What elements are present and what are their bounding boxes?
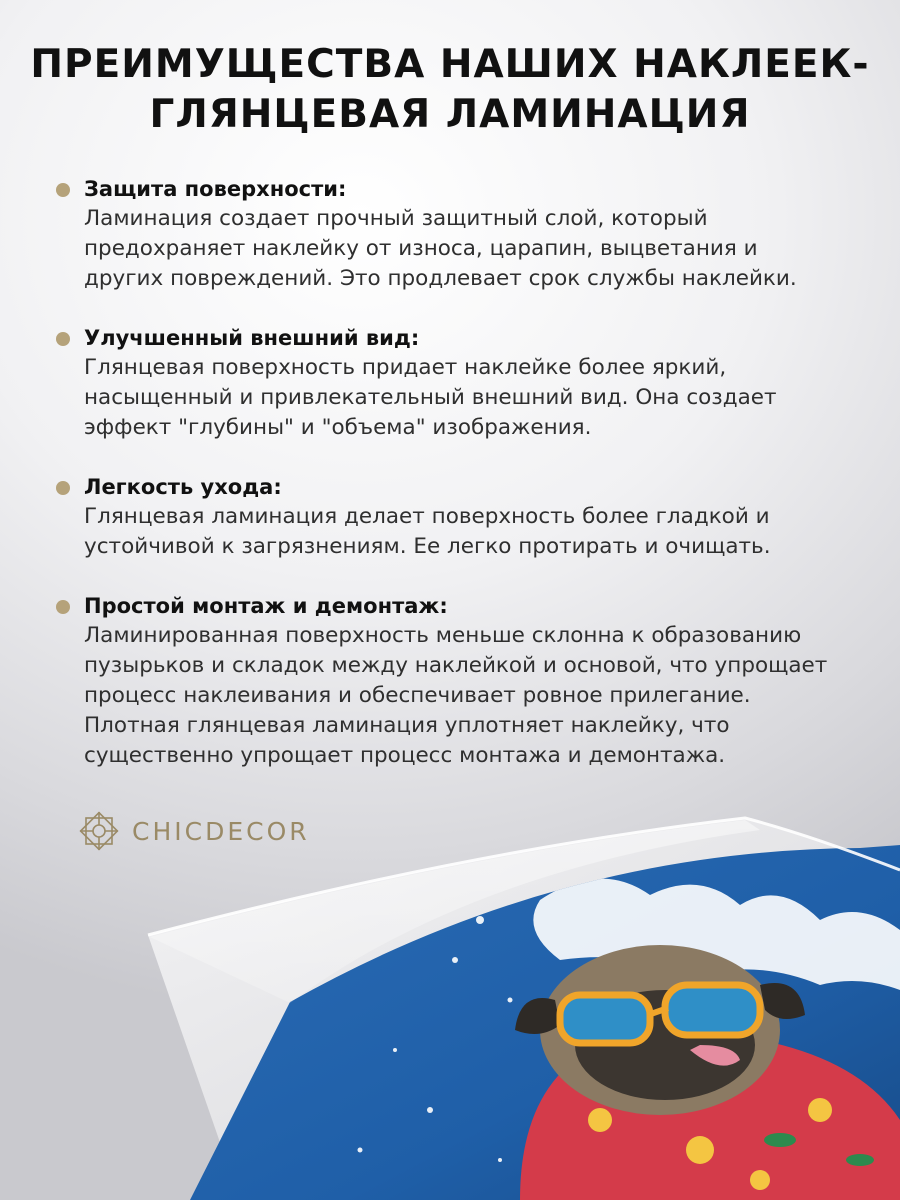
brand-name: CHICDECOR bbox=[132, 816, 310, 846]
benefit-text: Глянцевая поверхность придает наклейке более яркий, насыщенный и привлекательный внешний вид. Она создает эффект "глубины" и "объема" изображения. bbox=[84, 355, 777, 440]
benefit-heading: Улучшенный внешний вид: bbox=[84, 326, 420, 350]
page-title-line-2: ГЛЯНЦЕВАЯ ЛАМИНАЦИЯ bbox=[149, 92, 751, 137]
benefit-heading: Защита поверхности: bbox=[84, 177, 347, 201]
benefit-heading: Простой монтаж и демонтаж: bbox=[84, 594, 448, 618]
page-title-line-1: ПРЕИМУЩЕСТВА НАШИХ НАКЛЕЕК- bbox=[30, 42, 870, 87]
benefit-text: Глянцевая ламинация делает поверхность более гладкой и устойчивой к загрязнениям. Ее легко протирать и очищать. bbox=[84, 504, 771, 559]
benefit-text: Ламинированная поверхность меньше склонна к образованию пузырьков и складок между наклейкой и основой, что упрощает процесс наклеивания и обеспечивает ровное прилегание. Плотная глянцевая ламинация уплотняет наклейку, что существенно упрощает процесс монтажа и демонтажа. bbox=[84, 623, 828, 768]
benefit-text: Ламинация создает прочный защитный слой, который предохраняет наклейку от износа, царапин, выцветания и других повреждений. Это продлевает срок службы наклейки. bbox=[84, 206, 797, 291]
benefit-heading: Легкость ухода: bbox=[84, 475, 282, 499]
